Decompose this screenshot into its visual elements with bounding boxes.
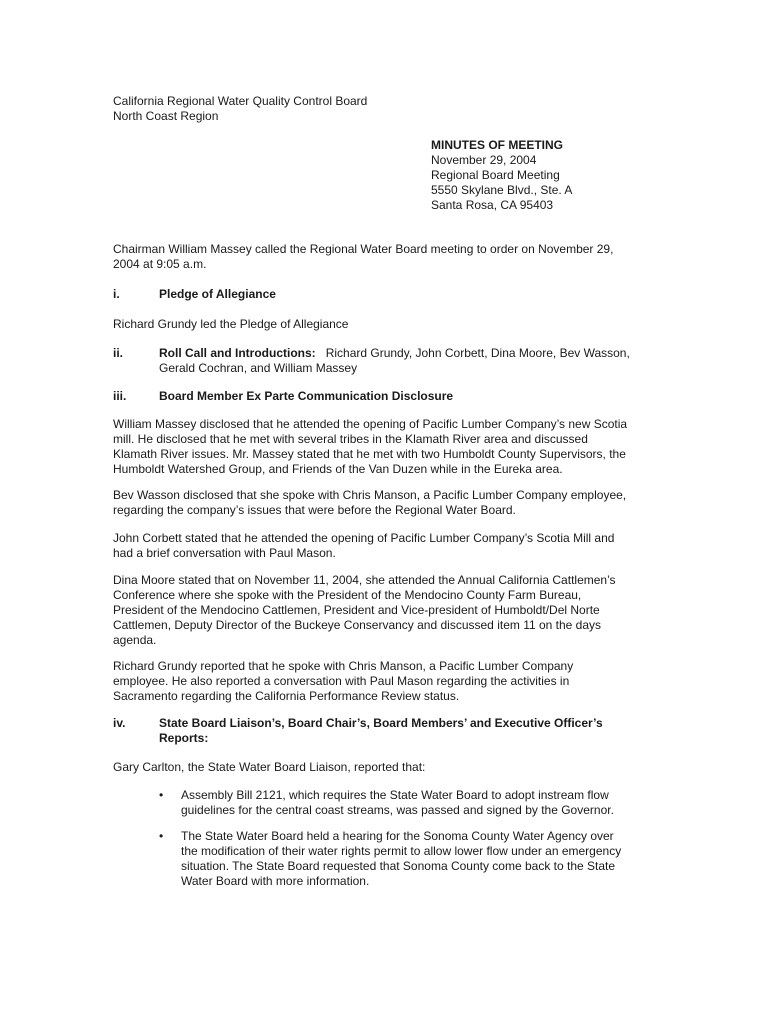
text-line: William Massey disclosed that he attended the opening of Pacific Lumber Company’s new Scotia [113,417,628,431]
text-line: Klamath River issues. Mr. Massey stated that he met with two Humboldt County Supervisors, the [113,447,626,461]
section-number: ii. [113,346,124,360]
bullet-icon: • [159,788,164,802]
org-header [113,94,658,124]
text-line: had a brief conversation with Paul Mason. [113,546,336,560]
meeting-type: Regional Board Meeting [431,168,560,182]
text-line: regarding the company’s issues that were before the Regional Water Board. [113,503,516,517]
bullet-icon: • [159,829,164,843]
meeting-info [431,138,731,213]
section-heading-roll-call: Roll Call and Introductions: [159,346,316,360]
text-line: agenda. [113,633,157,647]
text-line: Humboldt Watershed Group, and Friends of the Van Duzen while in the Eureka area. [113,462,563,476]
paragraph-massey [113,417,673,477]
minutes-title: MINUTES OF MEETING [431,138,563,152]
paragraph-wasson [113,488,658,518]
bullet-item [181,829,651,889]
text-line: the modification of their water rights permit to allow lower flow under an emergency [181,844,622,858]
text-line: John Corbett stated that he attended the opening of Pacific Lumber Company’s Scotia Mill and [113,531,615,545]
text-line: mill. He disclosed that he met with several tribes in the Klamath River area and discussed [113,432,588,446]
text-line: Conference where she spoke with the President of the Mendocino County Farm Bureau, [113,588,582,602]
text-line: Assembly Bill 2121, which requires the State Water Board to adopt instream flow [181,788,609,802]
paragraph-grundy [113,659,658,704]
text-line: employee. He also reported a conversation with Paul Mason regarding the activities in [113,674,570,688]
paragraph-corbett [113,531,658,561]
section-number: iv. [113,716,126,730]
text-line: Cattlemen, Deputy Director of the Buckeye Conservancy and discussed item 11 on the days [113,618,602,632]
text-line: guidelines for the central coast streams, was passed and signed by the Governor. [181,803,614,817]
intro-paragraph [113,242,658,272]
text-line: President of the Mendocino Cattlemen, President and Vice-president of Humboldt/Del Norte [113,603,600,617]
section-heading-pledge: Pledge of Allegiance [159,287,276,301]
section-heading-reports [159,716,659,746]
text-line: The State Water Board held a hearing for the Sonoma County Water Agency over [181,829,614,843]
org-region: North Coast Region [113,109,219,123]
meeting-address-1: 5550 Skylane Blvd., Ste. A [431,183,573,197]
org-name: California Regional Water Quality Control Board [113,94,368,108]
roll-call-names-cont: Gerald Cochran, and William Massey [159,361,358,375]
text-line: situation. The State Board requested that Sonoma County come back to the State [181,859,616,873]
text-line: Water Board with more information. [181,874,370,888]
text-line: Reports: [159,731,209,745]
pledge-paragraph [113,317,658,332]
meeting-date: November 29, 2004 [431,153,537,167]
text-line: Sacramento regarding the California Performance Review status. [113,689,460,703]
text-line: State Board Liaison’s, Board Chair’s, Board Members’ and Executive Officer’s [159,716,603,730]
meeting-address-2: Santa Rosa, CA 95403 [431,198,554,212]
text-line: 2004 at 9:05 a.m. [113,257,207,271]
bullet-item [181,788,651,818]
section-heading-ex-parte: Board Member Ex Parte Communication Disclosure [159,389,454,403]
text-line: Gary Carlton, the State Water Board Liaison, reported that: [113,760,426,774]
text-line: Bev Wasson disclosed that she spoke with Chris Manson, a Pacific Lumber Company employee, [113,488,627,502]
paragraph-carlton [113,760,658,775]
roll-call-names: Richard Grundy, John Corbett, Dina Moore, Bev Wasson, [325,346,630,360]
section-number: iii. [113,389,127,403]
paragraph-moore [113,573,658,648]
text-line: Chairman William Massey called the Regional Water Board meeting to order on November 29, [113,242,614,256]
section-roll-call [159,346,659,376]
text-line: Richard Grundy reported that he spoke with Chris Manson, a Pacific Lumber Company [113,659,574,673]
text-line: Dina Moore stated that on November 11, 2004, she attended the Annual California Cattlemen’s [113,573,616,587]
section-number: i. [113,287,120,301]
text-line: Richard Grundy led the Pledge of Allegiance [113,317,349,331]
